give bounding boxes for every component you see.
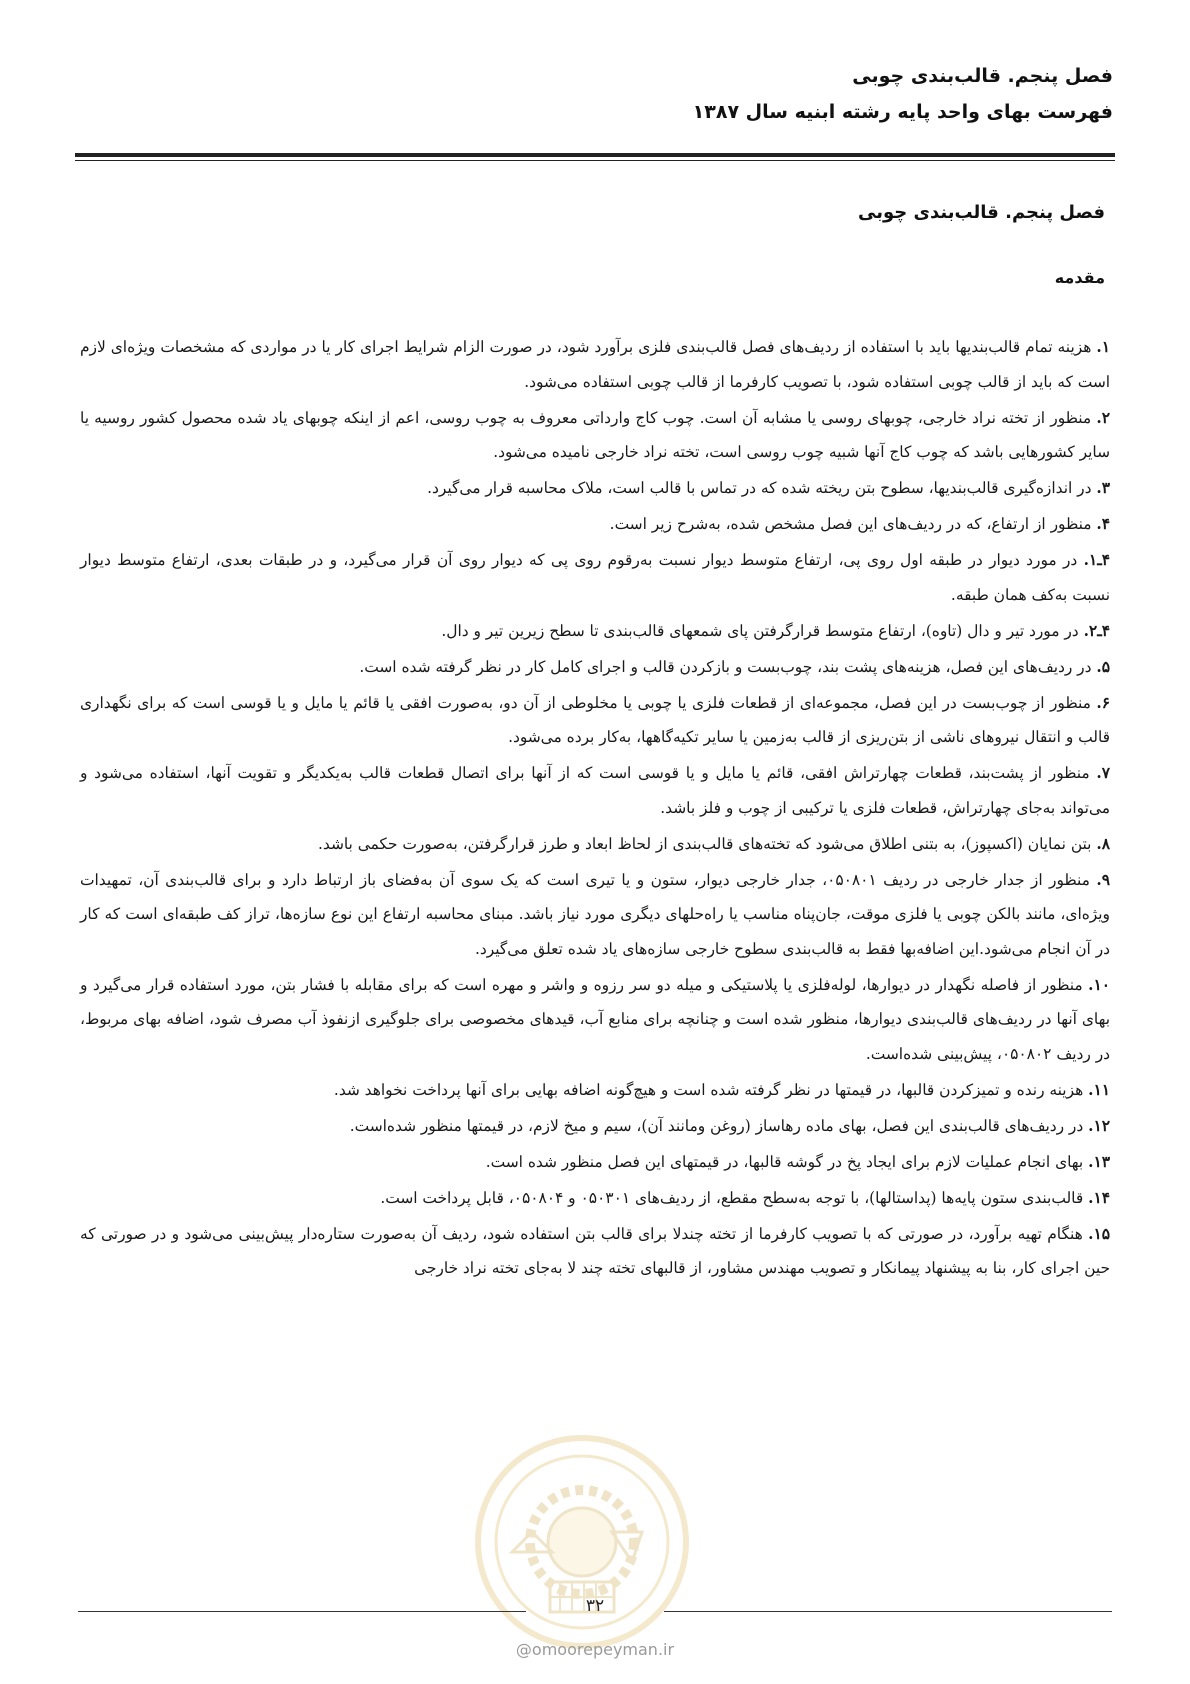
paragraph-text: در ردیف‌های این فصل، هزینه‌های پشت بند، چوب‌بست و بازکردن قالب و اجرای کامل کار در نظر گرفته شده است. xyxy=(359,657,1097,676)
paragraph-number: ۱. xyxy=(1096,338,1110,356)
page-number: ۳۲ xyxy=(585,1596,605,1616)
header-rule-thin xyxy=(75,160,1115,161)
paragraph-number: ۶. xyxy=(1096,693,1110,712)
paragraph-number: ۴ـ۲. xyxy=(1083,621,1110,640)
paragraph-text: منظور از جدار خارجی در ردیف ۰۵۰۸۰۱، جدار خارجی دیوار، ستون و یا تیری است که یک سوی آن به‌فضای باز ارتباط دارد و برای قالب‌بندی آن، تمهیدات ویژه‌ای، مانند بالکن چوبی یا فلزی موقت، جان‌پناه مناسب یا راه‌حلهای دیگری مورد نیاز باشد. مبنای محاسبه ارتفاع این نوع سازه‌ها، تراز کف طبقه‌ای است که کار در آن انجام می‌شود.این اضافه‌بها فقط به قالب‌بندی سطوح خارجی سازه‌های یاد شده تعلق می‌گیرد. xyxy=(80,870,1110,958)
paragraph-text: منظور از پشت‌بند، قطعات چهارتراش افقی، قائم یا مایل و یا قوسی است که از آنها برای اتصال قطعات قالب به‌یکدیگر و تقویت آنها، استفاده می‌شود و می‌تواند به‌جای چهارتراش، قطعات فلزی یا ترکیبی از چوب و فلز باشد. xyxy=(80,764,1110,817)
paragraph xyxy=(80,686,1110,755)
paragraph-text: هزینه تمام قالب‌بندیها باید با استفاده از ردیف‌های فصل قالب‌بندی فلزی برآورد شود، در صورت الزام شرایط اجرای کار یا در مواردی که مشخصات ویژه‌ای لازم است که باید از قالب چوبی استفاده شود، با تصویب کارفرما از قالب چوبی استفاده می‌شود. xyxy=(80,338,1110,391)
paragraph xyxy=(80,863,1110,967)
paragraph-text: در مورد دیوار در طبقه اول روی پی، ارتفاع متوسط دیوار نسبت به‌رقوم روی پی که دیوار روی آن قرار می‌گیرد، و در طبقات بعدی، ارتفاع متوسط دیوار نسبت به‌کف همان طبقه. xyxy=(80,551,1110,604)
paragraph-number: ۵. xyxy=(1096,657,1110,676)
watermark-seal-icon xyxy=(472,1432,692,1652)
paragraph-number: ۱۱. xyxy=(1088,1080,1110,1099)
paragraph-number: ۴ـ۱. xyxy=(1083,551,1110,569)
watermark-url: @omoorepeyman.ir xyxy=(515,1640,675,1659)
paragraph-number: ۱۴. xyxy=(1088,1188,1110,1207)
paragraph-text: بتن نمایان (اکسپوز)، به بتنی اطلاق می‌شود که تخته‌های قالب‌بندی از لحاظ ابعاد و طرز قرارگرفتن، به‌صورت حکمی باشد. xyxy=(317,834,1097,853)
paragraph xyxy=(80,507,1110,542)
paragraph-text: در ردیف‌های قالب‌بندی این فصل، بهای ماده رهاساز (روغن ومانند آن)، سیم و میخ لازم، در قیمتها منظور شده‌است. xyxy=(349,1116,1089,1135)
paragraph-number: ۲. xyxy=(1096,408,1110,427)
paragraph xyxy=(80,1181,1110,1216)
paragraph-text: در اندازه‌گیری قالب‌بندیها، سطوح بتن ریخته شده که در تماس با قالب است، ملاک محاسبه قرار می‌گیرد. xyxy=(427,479,1097,497)
paragraph xyxy=(80,756,1110,825)
paragraph xyxy=(80,614,1110,649)
paragraph-text: هنگام تهیه برآورد، در صورتی که با تصویب کارفرما از تخته چندلا برای قالب بتن استفاده شود، ردیف آن به‌صورت ستاره‌دار پیش‌بینی می‌شود و در صورتی که حین اجرای کار، بنا به پیشنهاد پیمانکار و تصویب مهندس مشاور، از قالبهای تخته چند لا به‌جای تخته نراد خارجی xyxy=(80,1224,1110,1277)
paragraph-number: ۱۲. xyxy=(1088,1116,1110,1135)
header-chapter-title: فصل پنجم. قالب‌بندی چوبی xyxy=(852,65,1113,87)
paragraph xyxy=(80,1073,1110,1108)
paragraph-text: منظور از فاصله نگهدار در دیوارها، لوله‌فلزی یا پلاستیکی و میله دو سر رزوه و واشر و مهره است که برای مقابله با فشار بتن، مورد استفاده قرار می‌گیرد و بهای آنها در ردیف‌های قالب‌بندی دیوارها، منظور شده است و چنانچه برای منابع آب، قیدهای مخصوصی برای جلوگیری ازنفوذ آب مصرف شود، اضافه بهای مربوط، در ردیف ۰۵۰۸۰۲، پیش‌بینی شده‌است. xyxy=(80,975,1110,1063)
paragraph-number: ۱۵. xyxy=(1088,1224,1110,1243)
paragraph-text: منظور از تخته نراد خارجی، چوبهای روسی یا مشابه آن است. چوب کاج وارداتی معروف به چوب روسی، اعم از اینکه چوبهای یاد شده محصول کشور روسیه یا سایر کشورهایی باشد که چوب کاج آنها شبیه چوب روسی است، تخته نراد خارجی نامیده می‌شود. xyxy=(80,408,1110,461)
paragraph xyxy=(80,1145,1110,1180)
paragraph-number: ۷. xyxy=(1096,764,1110,782)
paragraph-text: هزینه رنده و تمیزکردن قالبها، در قیمتها در نظر گرفته شده است و هیچ‌گونه اضافه بهایی برای آنها پرداخت نخواهد شد. xyxy=(333,1080,1089,1099)
paragraph xyxy=(80,471,1110,506)
paragraph xyxy=(80,968,1110,1072)
paragraph-text: بهای انجام عملیات لازم برای ایجاد پخ در گوشه قالبها، در قیمتهای این فصل منظور شده است. xyxy=(485,1152,1089,1171)
paragraph-number: ۱۰. xyxy=(1088,975,1110,994)
header-document-title: فهرست بهای واحد پایه رشته ابنیه سال ۱۳۸۷ xyxy=(692,101,1113,123)
paragraph-text: منظور از چوب‌بست در این فصل، مجموعه‌ای از قطعات فلزی یا چوبی یا مخلوطی از آن دو، به‌صورت افقی یا قائم یا مایل و یا قوسی است که برای نگهداری قالب و انتقال نیروهای ناشی از بتن‌ریزی از قالب به‌زمین یا سایر تکیه‌گاهها، به‌کار برده می‌شود. xyxy=(80,693,1110,746)
paragraph-number: ۸. xyxy=(1096,834,1110,853)
paragraph-number: ۳. xyxy=(1096,479,1110,497)
paragraph-number: ۴. xyxy=(1096,515,1110,533)
section-title: مقدمه xyxy=(1054,268,1105,287)
paragraph xyxy=(80,401,1110,470)
paragraph-text: منظور از ارتفاع، که در ردیف‌های این فصل مشخص شده، به‌شرح زیر است. xyxy=(609,515,1097,533)
paragraph xyxy=(80,330,1110,399)
header-rule-thick xyxy=(75,153,1115,157)
chapter-title: فصل پنجم. قالب‌بندی چوبی xyxy=(857,202,1105,223)
paragraph-number: ۱۳. xyxy=(1088,1152,1110,1171)
page-header xyxy=(77,58,1113,130)
paragraph-text: در مورد تیر و دال (تاوه)، ارتفاع متوسط قرارگرفتن پای شمعهای قالب‌بندی تا سطح زیرین تیر و دال. xyxy=(441,621,1084,640)
paragraph xyxy=(80,1109,1110,1144)
paragraph-text: قالب‌بندی ستون پایه‌ها (پداستالها)، با توجه به‌سطح مقطع، از ردیف‌های ۰۵۰۳۰۱ و ۰۵۰۸۰۴، قابل پرداخت است. xyxy=(380,1188,1089,1207)
paragraph xyxy=(80,650,1110,685)
body-text xyxy=(80,330,1110,1287)
paragraph-number: ۹. xyxy=(1096,870,1110,889)
paragraph xyxy=(80,827,1110,862)
paragraph xyxy=(80,543,1110,612)
paragraph xyxy=(80,1217,1110,1286)
